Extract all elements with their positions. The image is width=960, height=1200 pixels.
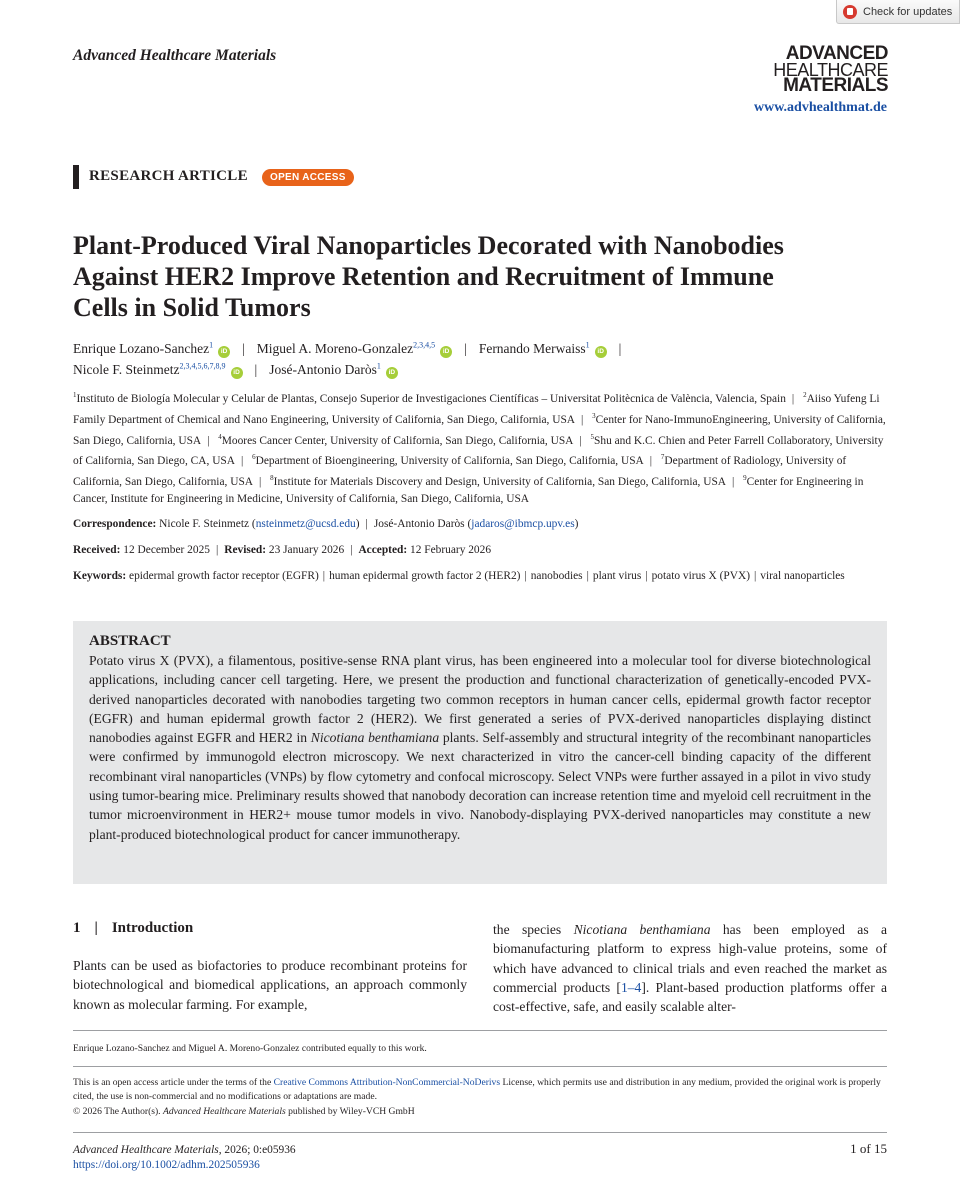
- cc-license-link[interactable]: Creative Commons Attribution-NonCommercial-NoDerivs: [273, 1077, 501, 1088]
- keywords: Keywords: epidermal growth factor receptor (EGFR) | human epidermal growth factor 2 (HER2) | nanobodies | plant virus | potato virus X (PVX) | viral nanoparticles: [73, 570, 845, 582]
- equal-contribution-note: Enrique Lozano-Sanchez and Miguel A. Moreno-Gonzalez contributed equally to this work.: [73, 1043, 427, 1054]
- orcid-icon[interactable]: iD: [218, 346, 230, 358]
- orcid-icon[interactable]: iD: [595, 346, 607, 358]
- author-list: Enrique Lozano-Sanchez$^1$iD | Miguel A. Moreno-Gonzalez$^{2,3,4,5}$iD | Fernando Merwaiss$^1$iD | Nicole F. Steinmetz$^{2,3,4,5,6,7,8,9}$iD | José-Antonio Daròs$^1$iD: [73, 340, 622, 377]
- reference-link[interactable]: 1–4: [620, 979, 642, 995]
- check-for-updates-button[interactable]: [836, 0, 960, 24]
- keyword: human epidermal growth factor 2 (HER2): [329, 570, 521, 582]
- author[interactable]: Miguel A. Moreno-Gonzalez$^{2,3,4,5}$iD: [257, 341, 452, 356]
- email-link[interactable]: jadaros@ibmcp.upv.es: [471, 518, 575, 530]
- abstract-heading: ABSTRACT: [89, 633, 171, 649]
- orcid-icon[interactable]: iD: [440, 346, 452, 358]
- affiliation: $^7$Department of Radiology, University of California, San Diego, California, USA: [73, 453, 847, 489]
- abstract-text: Potato virus X (PVX), a filamentous, positive-sense RNA plant virus, has been engineered into a molecular tool for diverse biotechnological applications, including cancer cell targeting. Here, we present the production and functional characterization of genetically-encoded PVX-derived nanoparticles decorated with nanobodies targeting two common receptors in human cancer cells, epidermal growth factor receptor (EGFR) and human epidermal growth factor 2 (HER2). We first generated a series of PVX-derived nanoparticles displaying distinct nanobodies against EGFR and HER2 in Nicotiana benthamiana plants. Self-assembly and structural integrity of the recombinant nanoparticles were confirmed by immunogold electron microscopy. We next characterized in vitro the cancer-cell binding capacity of the different recombinant viral nanoparticles (VNPs) by flow cytometry and confocal microscopy. Select VNPs were further assayed in a pilot in vivo study using tumor-bearing mice. Preliminary results showed that nanobody decoration can increase retention time and myeloid cell recruitment in the tumor microenvironment in HER2+ mouse tumor models in vivo. Nanobody-displaying PVX-derived nanoparticles may constitute a new plant-produced biotechnological product for cancer immunotherapy.: [89, 653, 871, 842]
- article-dates: Received: 12 December 2025 | Revised: 23 January 2026 | Accepted: 12 February 2026: [73, 544, 492, 556]
- journal-website-link[interactable]: www.advhealthmat.de: [753, 100, 887, 115]
- affiliation: $^2$Aiiso Yufeng Li Family Department of Chemical and Nano Engineering, University of California, San Diego, California, USA: [73, 391, 880, 426]
- doi-link[interactable]: https://doi.org/10.1002/adhm.202505936: [73, 1159, 260, 1171]
- article-type: RESEARCH ARTICLE: [89, 168, 248, 184]
- author[interactable]: Nicole F. Steinmetz$^{2,3,4,5,6,7,8,9}$iD: [73, 362, 243, 377]
- copyright-note: © 2026 The Author(s). Advanced Healthcare Materials published by Wiley-VCH GmbH: [73, 1106, 415, 1117]
- logo-line-3: MATERIALS: [783, 75, 888, 96]
- orcid-icon[interactable]: iD: [386, 367, 398, 379]
- affiliation: $^6$Department of Bioengineering, University of California, San Diego, California, USA: [252, 453, 644, 468]
- abstract-box: [73, 621, 887, 884]
- article-type-bar: [73, 165, 79, 189]
- section-heading-introduction: 1 | Introduction: [73, 920, 194, 936]
- open-access-badge: OPEN ACCESS: [262, 169, 354, 186]
- check-for-updates-label: Check for updates: [863, 5, 953, 18]
- journal-name-header: Advanced Healthcare Materials: [73, 47, 277, 64]
- affiliation: $^5$Shu and K.C. Chien and Peter Farrell Collaboratory, University of California, San Diego, CA, USA: [73, 432, 884, 468]
- keyword: nanobodies: [530, 570, 583, 582]
- keyword: epidermal growth factor receptor (EGFR): [129, 570, 319, 582]
- author[interactable]: Fernando Merwaiss$^1$iD: [479, 341, 607, 356]
- affiliation: $^3$Center for Nano-ImmunoEngineering, University of California, San Diego, California, USA: [73, 411, 886, 447]
- author[interactable]: Enrique Lozano-Sanchez$^1$iD: [73, 341, 230, 356]
- footer-divider: [73, 1132, 887, 1133]
- correspondence: Correspondence: Nicole F. Steinmetz (nsteinmetz@ucsd.edu) | José-Antonio Daròs (jadaros@ibmcp.upv.es): [73, 518, 579, 530]
- email-link[interactable]: nsteinmetz@ucsd.edu: [255, 518, 356, 530]
- crossmark-icon: [843, 5, 857, 19]
- journal-logo: [770, 43, 888, 96]
- affiliation: $^4$Moores Cancer Center, University of California, San Diego, California, USA: [218, 432, 574, 447]
- article-title: Plant-Produced Viral Nanoparticles Decorated with Nanobodies Against HER2 Improve Retention and Recruitment of Immune Cells in Solid Tumors: [73, 231, 784, 322]
- logo-line-2: HEALTHCARE: [773, 60, 888, 80]
- page-number: 1 of 15: [850, 1141, 887, 1156]
- license-note: This is an open access article under the terms of the Creative Commons Attribution-NonCommercial-NoDerivs License, which permits use and distribution in any medium, provided the original work is properly cited, the use is non-commercial and no modifications or adaptations are made.: [73, 1077, 881, 1103]
- footer-citation: Advanced Healthcare Materials, 2026; 0:e05936 https://doi.org/10.1002/adhm.202505936: [73, 1144, 296, 1171]
- affiliation: $^1$Instituto de Biología Molecular y Celular de Plantas, Consejo Superior de Investigaciones Científicas – Universitat Politècnica de València, Valencia, Spain: [73, 391, 786, 405]
- affiliation: $^8$Institute for Materials Discovery and Design, University of California, San Diego, California, USA: [270, 474, 727, 489]
- affiliation: $^9$Center for Engineering in Cancer, Institute for Engineering in Medicine, University of California, San Diego, California, USA: [73, 474, 864, 506]
- keyword: plant virus: [592, 570, 642, 582]
- keyword: viral nanoparticles: [760, 570, 845, 582]
- intro-paragraph-left: Plants can be used as biofactories to produce recombinant proteins for biotechnological and biomedical applications, an approach commonly known as molecular farming. For example,: [73, 958, 467, 1012]
- affiliations: $^1$Instituto de Biología Molecular y Celular de Plantas, Consejo Superior de Investigaciones Científicas – Universitat Politècnica de València, Valencia, Spain | $^2$Aiiso Yufeng Li Family Department of Chemical and Nano Engineering, University of California, San Diego, California, USA | $^3$Center for Nano-ImmunoEngineering, University of California, San Diego, California, USA | $^4$Moores Cancer Center, University of California, San Diego, California, USA | $^5$Shu and K.C. Chien and Peter Farrell Collaboratory, University of California, San Diego, CA, USA | $^6$Department of Bioengineering, University of California, San Diego, California, USA | $^7$Department of Radiology, University of California, San Diego, California, USA | $^8$Institute for Materials Discovery and Design, University of California, San Diego, California, USA | $^9$Center for Engineering in Cancer, Institute for Engineering in Medicine, University of California, San Diego, California, USA: [73, 391, 886, 506]
- keyword: potato virus X (PVX): [651, 570, 750, 582]
- license-divider: [73, 1066, 887, 1067]
- footnote-divider: [73, 1030, 887, 1031]
- intro-paragraph-right: the species Nicotiana benthamiana has been employed as a biomanufacturing platform to express high-value proteins, some of which have advanced to clinical trials and even reached the market as commercial products [1–4]. Plant-based production platforms offer a cost-effective, safe, and easily scalable alter-: [493, 922, 887, 1015]
- author[interactable]: José-Antonio Daròs$^1$iD: [269, 362, 398, 377]
- logo-line-1: ADVANCED: [785, 43, 888, 64]
- orcid-icon[interactable]: iD: [231, 367, 243, 379]
